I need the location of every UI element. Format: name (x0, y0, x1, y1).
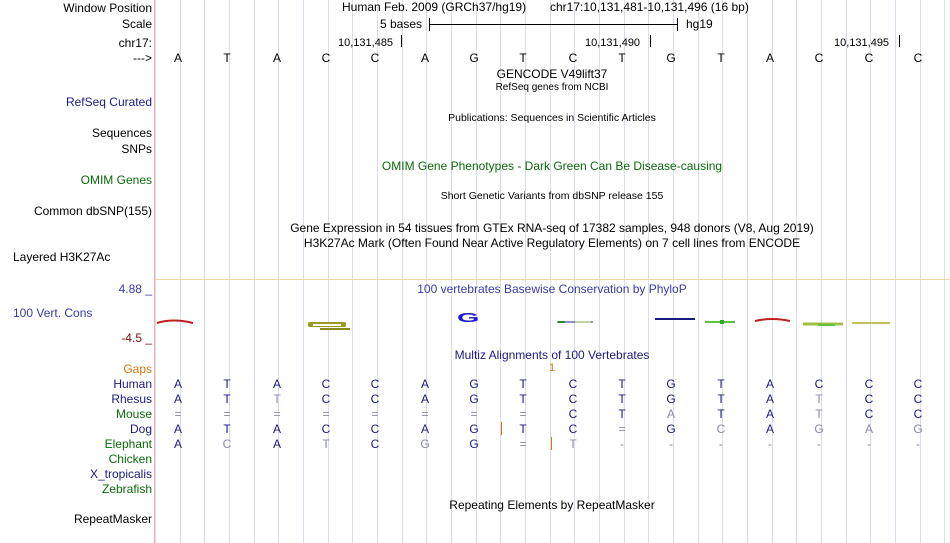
aligned-base: = (223, 407, 231, 421)
grid-line (722, 0, 723, 543)
aligned-base: T (815, 407, 823, 421)
species-label[interactable]: Rhesus (111, 392, 152, 406)
grid-line (303, 0, 304, 543)
aligned-base: A (173, 422, 182, 436)
aligned-base: T (322, 437, 330, 451)
species-label[interactable]: Elephant (104, 437, 152, 451)
grid-line (895, 0, 896, 543)
aligned-base: T (223, 392, 231, 406)
aligned-base: = (421, 407, 429, 421)
aligned-base: A (173, 377, 182, 391)
h3k27ac-track-title[interactable]: H3K27Ac Mark (Often Found Near Active Regulatory Elements) on 7 cell lines from ENCODE (303, 236, 801, 250)
multiz-track-title[interactable]: Multiz Alignments of 100 Vertebrates (454, 348, 650, 362)
aligned-base: G (469, 437, 479, 451)
reference-base: C (568, 51, 578, 65)
phylop-track-label[interactable]: 100 Vert. Cons (13, 306, 93, 320)
grid-line (229, 0, 230, 543)
reference-base: C (864, 51, 874, 65)
aligned-base: T (618, 407, 626, 421)
conservation-mark (720, 320, 724, 324)
aligned-base: C (370, 377, 380, 391)
aligned-base: A (420, 422, 429, 436)
aligned-base: = (470, 407, 478, 421)
aligned-base: A (864, 422, 873, 436)
grid-line (821, 0, 822, 543)
refseq-track-title[interactable]: RefSeq genes from NCBI (495, 82, 609, 93)
insertion-marker (551, 437, 552, 450)
aligned-base: T (519, 392, 527, 406)
label-column-edge (154, 0, 155, 543)
aligned-base: G (666, 377, 676, 391)
aligned-base: G (469, 422, 479, 436)
aligned-base: A (272, 422, 281, 436)
grid-line (624, 0, 625, 543)
chromosome-label: chr17: (118, 36, 152, 50)
grid-line (673, 0, 674, 543)
aligned-base: = (174, 407, 182, 421)
aligned-base: A (765, 422, 774, 436)
ruler-tick-label: 10,131,495 (834, 37, 890, 49)
reference-base: G (469, 51, 479, 65)
ruler-tick (899, 35, 900, 47)
snps-label[interactable]: SNPs (121, 142, 152, 156)
aligned-base: T (618, 392, 626, 406)
insertion-marker (501, 422, 502, 435)
gap-count-marker: 1 (549, 362, 556, 374)
aligned-base: C (568, 392, 578, 406)
aligned-base: = (273, 407, 281, 421)
aligned-base: C (716, 422, 726, 436)
grid-line (451, 0, 452, 543)
scale-bar-right-tick (677, 18, 678, 31)
aligned-base: C (370, 392, 380, 406)
phylop-max-value: 4.88 _ (118, 282, 152, 296)
aligned-base: C (321, 422, 331, 436)
phylop-conservation-plot (155, 305, 950, 335)
ruler-tick-label: 10,131,485 (338, 37, 394, 49)
grid-line (402, 0, 403, 543)
grid-line (870, 0, 871, 543)
assembly-name: Human Feb. 2009 (GRCh37/hg19) (342, 0, 527, 14)
reference-base: A (765, 51, 774, 65)
grid-line (796, 0, 797, 543)
aligned-base: A (765, 407, 774, 421)
omim-track-title[interactable]: OMIM Gene Phenotypes - Dark Green Can Be Disease-causing (381, 159, 723, 173)
aligned-base: C (222, 437, 232, 451)
layered-h3k27ac-label[interactable]: Layered H3K27Ac (13, 250, 111, 264)
scale-bar (429, 24, 677, 25)
aligned-base: G (913, 422, 923, 436)
aligned-base: A (272, 437, 281, 451)
dbsnp-track-title[interactable]: Short Genetic Variants from dbSNP release 155 (440, 190, 664, 202)
track-separator (155, 279, 950, 280)
species-label[interactable]: Chicken (108, 452, 152, 466)
conservation-mark: G (457, 310, 480, 326)
ruler-tick (401, 35, 402, 47)
gencode-track-title[interactable]: GENCODE V49lift37 (496, 67, 608, 81)
conservation-mark (157, 321, 193, 324)
aligned-base: T (815, 392, 823, 406)
aligned-base: T (618, 377, 626, 391)
aligned-base: C (321, 392, 331, 406)
scale-bar-left-tick (429, 18, 430, 31)
repeatmasker-label[interactable]: RepeatMasker (73, 512, 152, 526)
grid-line (426, 0, 427, 543)
grid-line (772, 0, 773, 543)
aligned-base: G (420, 437, 430, 451)
grid-line (920, 0, 921, 543)
aligned-base: C (814, 377, 824, 391)
aligned-base: C (568, 422, 578, 436)
aligned-base: A (420, 392, 429, 406)
aligned-base: T (273, 392, 281, 406)
grid-line (204, 0, 205, 543)
reference-base: C (321, 51, 331, 65)
reference-base: T (618, 51, 626, 65)
aligned-base: T (717, 407, 725, 421)
aligned-base: T (519, 377, 527, 391)
aligned-base: - (669, 437, 673, 451)
aligned-base: G (666, 392, 676, 406)
species-label[interactable]: Dog (129, 422, 152, 436)
reference-base: C (814, 51, 824, 65)
grid-line (476, 0, 477, 543)
aligned-base: T (519, 422, 527, 436)
grid-line (352, 0, 353, 543)
reference-base: C (913, 51, 923, 65)
omim-genes-label[interactable]: OMIM Genes (80, 173, 152, 187)
aligned-base: T (717, 377, 725, 391)
aligned-base: G (814, 422, 824, 436)
gaps-label[interactable]: Gaps (123, 362, 152, 376)
aligned-base: A (173, 392, 182, 406)
reference-base: T (519, 51, 527, 65)
reference-base: A (272, 51, 281, 65)
aligned-base: T (569, 437, 577, 451)
grid-line (944, 0, 945, 543)
aligned-base: G (469, 392, 479, 406)
grid-line (698, 0, 699, 543)
aligned-base: G (666, 422, 676, 436)
strand-label: ---> (133, 51, 152, 65)
aligned-base: T (223, 422, 231, 436)
grid-line (254, 0, 255, 543)
aligned-base: - (719, 437, 723, 451)
aligned-base: T (717, 392, 725, 406)
aligned-base: C (864, 392, 874, 406)
aligned-base: A (272, 377, 281, 391)
reference-base: C (370, 51, 380, 65)
aligned-base: A (765, 377, 774, 391)
publications-track-title[interactable]: Publications: Sequences in Scientific Articles (448, 112, 656, 124)
aligned-base: - (817, 437, 821, 451)
aligned-base: = (519, 407, 527, 421)
grid-line (377, 0, 378, 543)
aligned-base: - (620, 437, 624, 451)
sequences-label[interactable]: Sequences (91, 126, 152, 140)
grid-line (328, 0, 329, 543)
reference-base: A (173, 51, 182, 65)
reference-base: T (223, 51, 231, 65)
reference-base: T (717, 51, 725, 65)
grid-line (155, 0, 156, 543)
conservation-mark (755, 319, 790, 321)
common-dbsnp-label[interactable]: Common dbSNP(155) (33, 204, 152, 218)
aligned-base: G (469, 377, 479, 391)
aligned-base: C (321, 377, 331, 391)
aligned-base: A (666, 407, 675, 421)
scale-label: Scale (121, 17, 152, 31)
aligned-base: A (420, 377, 429, 391)
species-label[interactable]: Zebrafish (101, 482, 152, 496)
aligned-base: C (568, 407, 578, 421)
grid-line (180, 0, 181, 543)
aligned-base: - (867, 437, 871, 451)
aligned-base: C (568, 377, 578, 391)
aligned-base: C (913, 392, 923, 406)
repeatmasker-track-title[interactable]: Repeating Elements by RepeatMasker (449, 498, 655, 512)
aligned-base: = (322, 407, 330, 421)
aligned-base: C (913, 407, 923, 421)
phylop-min-value: -4.5 _ (121, 331, 152, 345)
grid-line (846, 0, 847, 543)
aligned-base: - (916, 437, 920, 451)
scale-bases-text: 5 bases (380, 17, 423, 31)
aligned-base: C (370, 422, 380, 436)
ruler-tick (650, 35, 651, 47)
window-position-value: chr17:10,131,481-10,131,496 (16 bp) (550, 0, 749, 14)
species-label[interactable]: X_tropicalis (89, 467, 152, 481)
ruler-tick-label: 10,131,490 (585, 37, 641, 49)
grid-line (648, 0, 649, 543)
aligned-base: = (519, 437, 527, 451)
reference-base: G (666, 51, 676, 65)
conservation-mark (313, 324, 341, 326)
reference-base: A (420, 51, 429, 65)
refseq-curated-label[interactable]: RefSeq Curated (65, 95, 152, 109)
phylop-track-title[interactable]: 100 vertebrates Basewise Conservation by PhyloP (417, 282, 687, 296)
aligned-base: C (864, 407, 874, 421)
grid-line (278, 0, 279, 543)
aligned-base: A (173, 437, 182, 451)
grid-line (747, 0, 748, 543)
species-label[interactable]: Human (113, 377, 152, 391)
gtex-track-title[interactable]: Gene Expression in 54 tissues from GTEx RNA-seq of 17382 samples, 948 donors (V8, Aug 2019) (290, 221, 814, 235)
species-label[interactable]: Mouse (115, 407, 152, 421)
aligned-base: C (370, 437, 380, 451)
aligned-base: A (765, 392, 774, 406)
aligned-base: C (864, 377, 874, 391)
scale-db-label: hg19 (686, 17, 713, 31)
aligned-base: = (618, 422, 626, 436)
aligned-base: C (913, 377, 923, 391)
aligned-base: = (371, 407, 379, 421)
aligned-base: - (768, 437, 772, 451)
aligned-base: T (223, 377, 231, 391)
window-position-label: Window Position (63, 1, 152, 15)
